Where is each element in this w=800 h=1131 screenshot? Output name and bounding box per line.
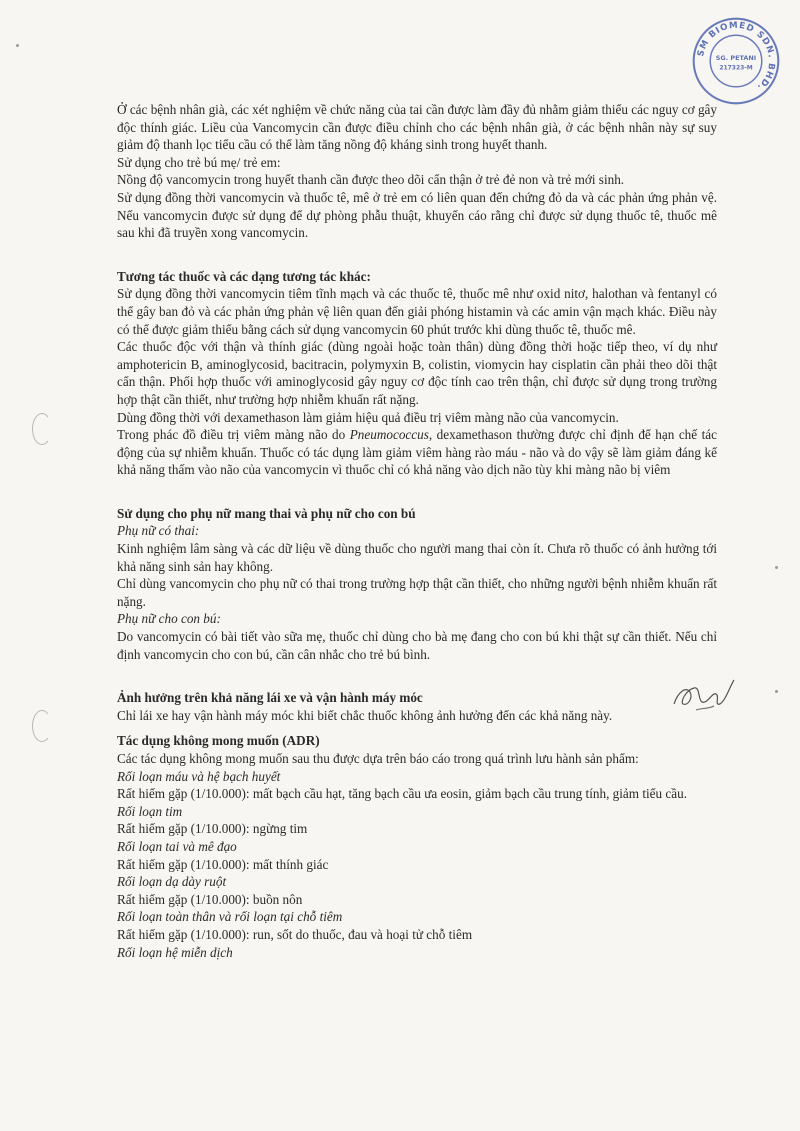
pregnancy-heading: Sử dụng cho phụ nữ mang thai và phụ nữ cho con bú: [117, 505, 416, 521]
interactions-paragraph-meningitis: [117, 426, 717, 479]
adr-intro: Các tác dụng không mong muốn sau thu được dựa trên báo cáo trong quá trình lưu hành sản phẩm:: [117, 751, 639, 766]
meningitis-text-start: Trong phác đồ điều trị viêm màng não do: [117, 427, 350, 443]
adr-category: Rối loạn tim: [117, 803, 183, 819]
elderly-paragraph: Ở các bệnh nhân già, các xét nghiệm về chức năng của tai cần được làm đầy đủ nhằm giảm thiểu các nguy cơ gây độc thính giác. Liều của Vancomycin cần được điều chỉnh cho các bệnh nhân già, ở các bệnh nhân này sự suy giảm độ thanh lọc tiểu cầu có thể làm tăng nồng độ kháng sinh trong huyết thanh.: [117, 102, 717, 153]
company-stamp: [690, 15, 782, 107]
adr-category: Rối loạn dạ dày ruột: [117, 874, 227, 890]
adr-category: Rối loạn hệ miễn dịch: [117, 944, 233, 960]
pregnancy-paragraph-experience: Kinh nghiệm lâm sàng và các dữ liệu về dùng thuốc cho người mang thai còn ít. Chưa rõ thuốc có ảnh hưởng tới khả năng sinh sản hay không.: [117, 541, 717, 574]
adr-detail: Rất hiếm gặp (1/10.000): mất bạch cầu hạt, tăng bạch cầu ưa eosin, giảm bạch cầu trung tính, giảm tiểu cầu.: [117, 786, 687, 802]
driving-paragraph: Chỉ lái xe hay vận hành máy móc khi biết chắc thuốc không ảnh hưởng đến các khả năng này.: [117, 707, 613, 723]
adr-detail: Rất hiếm gặp (1/10.000): mất thính giác: [117, 856, 329, 872]
interactions-paragraph-nephrotoxic: Các thuốc độc với thận và thính giác (dùng ngoài hoặc toàn thân) dùng đồng thời hoặc tiếp theo, ví dụ như amphotericin B, aminoglycosid, bacitracin, polymyxin B, colistin, viomycin hay cisplatin cần phải theo dõi thật cẩn thận. Phối hợp thuốc với aminoglycosid gây nguy cơ độc tính cao trên thận, chỉ được sử dụng trong trường hợp thật cần thiết, như trường hợp nhiễm khuẩn rất nặng.: [117, 339, 717, 407]
stamp-ring-text: SM BIOMED SDN. BHD.: [696, 20, 777, 93]
interactions-heading: Tương tác thuốc và các dạng tương tác khác:: [117, 268, 371, 284]
adr-heading: Tác dụng không mong muốn (ADR): [117, 733, 320, 749]
stamp-city: SG. PETANI: [715, 54, 757, 63]
stamp-number: 217323-M: [719, 64, 753, 72]
adr-category: Rối loạn tai và mê đạo: [117, 838, 237, 854]
adr-category: Rối loạn máu và hệ bạch huyết: [117, 768, 281, 784]
pregnant-women-subheading: Phụ nữ có thai:: [117, 523, 200, 539]
pregnancy-paragraph-use: Chỉ dùng vancomycin cho phụ nữ có thai trong trường hợp thật cần thiết, cho những người bệnh nhiễm khuẩn rất nặng.: [117, 576, 717, 609]
adr-detail: Rất hiếm gặp (1/10.000): run, sốt do thuốc, đau và hoại tử chỗ tiêm: [117, 926, 473, 942]
breastfeeding-subheading: Phụ nữ cho con bú:: [117, 611, 221, 627]
punch-hole-mark: [32, 710, 52, 742]
scan-speck: [775, 690, 778, 693]
adr-category: Rối loạn toàn thân và rối loạn tại chỗ tiêm: [117, 909, 343, 925]
punch-hole-mark: [32, 413, 52, 445]
breastfeeding-paragraph: Do vancomycin có bài tiết vào sữa mẹ, thuốc chỉ dùng cho bà mẹ đang cho con bú khi thật sự cần thiết. Nếu chỉ định vancomycin cho con bú, cần cân nhắc cho trẻ bú bình.: [117, 629, 717, 662]
meningitis-text-end: , dexamethason thường được chỉ định để hạn chế tác động của sự nhiễm khuẩn. Thuốc có tác dụng làm giảm viêm hàng rào máu - não và do vậy sẽ làm giảm đáng kể khả năng thấm vào não của vancomycin vì thuốc chỉ có khả năng vào dịch não tùy khi màng não bị viêm: [117, 427, 717, 478]
scan-speck: [16, 44, 19, 47]
adr-detail: Rất hiếm gặp (1/10.000): ngừng tim: [117, 821, 308, 837]
adr-detail: Rất hiếm gặp (1/10.000): buồn nôn: [117, 891, 303, 907]
document-body: [117, 101, 717, 961]
pediatric-paragraph: Nồng độ vancomycin trong huyết thanh cần được theo dõi cẩn thận ở trẻ đẻ non và trẻ mới sinh.: [117, 172, 625, 188]
pediatric-anesthesia-paragraph: Sử dụng đồng thời vancomycin và thuốc tê, mê ở trẻ em có liên quan đến chứng đỏ da và các phản ứng phản vệ. Nếu vancomycin được sử dụng để dự phòng phẫu thuật, khuyến cáo rằng chỉ được sử dụng thuốc tê, thuốc mê sau khi đã truyền xong vancomycin.: [117, 189, 717, 241]
pathogen-name: Pneumococcus: [349, 427, 429, 443]
scan-speck: [775, 566, 778, 569]
driving-heading: Ảnh hưởng trên khả năng lái xe và vận hành máy móc: [117, 690, 423, 706]
pediatric-subheading: Sử dụng cho trẻ bú mẹ/ trẻ em:: [117, 154, 281, 170]
interactions-paragraph-anesthetics: Sử dụng đồng thời vancomycin tiêm tĩnh mạch và các thuốc tê, thuốc mê như oxid nitơ, halothan và fentanyl có thể gây ban đỏ và các phản ứng phản vệ liên quan đến giải phóng histamin và các amin vận mạch khác. Điều này có thể được giảm thiểu bằng cách sử dụng vancomycin 60 phút trước khi dùng thuốc tê, thuốc mê.: [117, 286, 717, 337]
interactions-paragraph-dexamethasone: Dùng đồng thời với dexamethason làm giảm hiệu quả điều trị viêm màng não của vancomycin.: [117, 409, 619, 425]
